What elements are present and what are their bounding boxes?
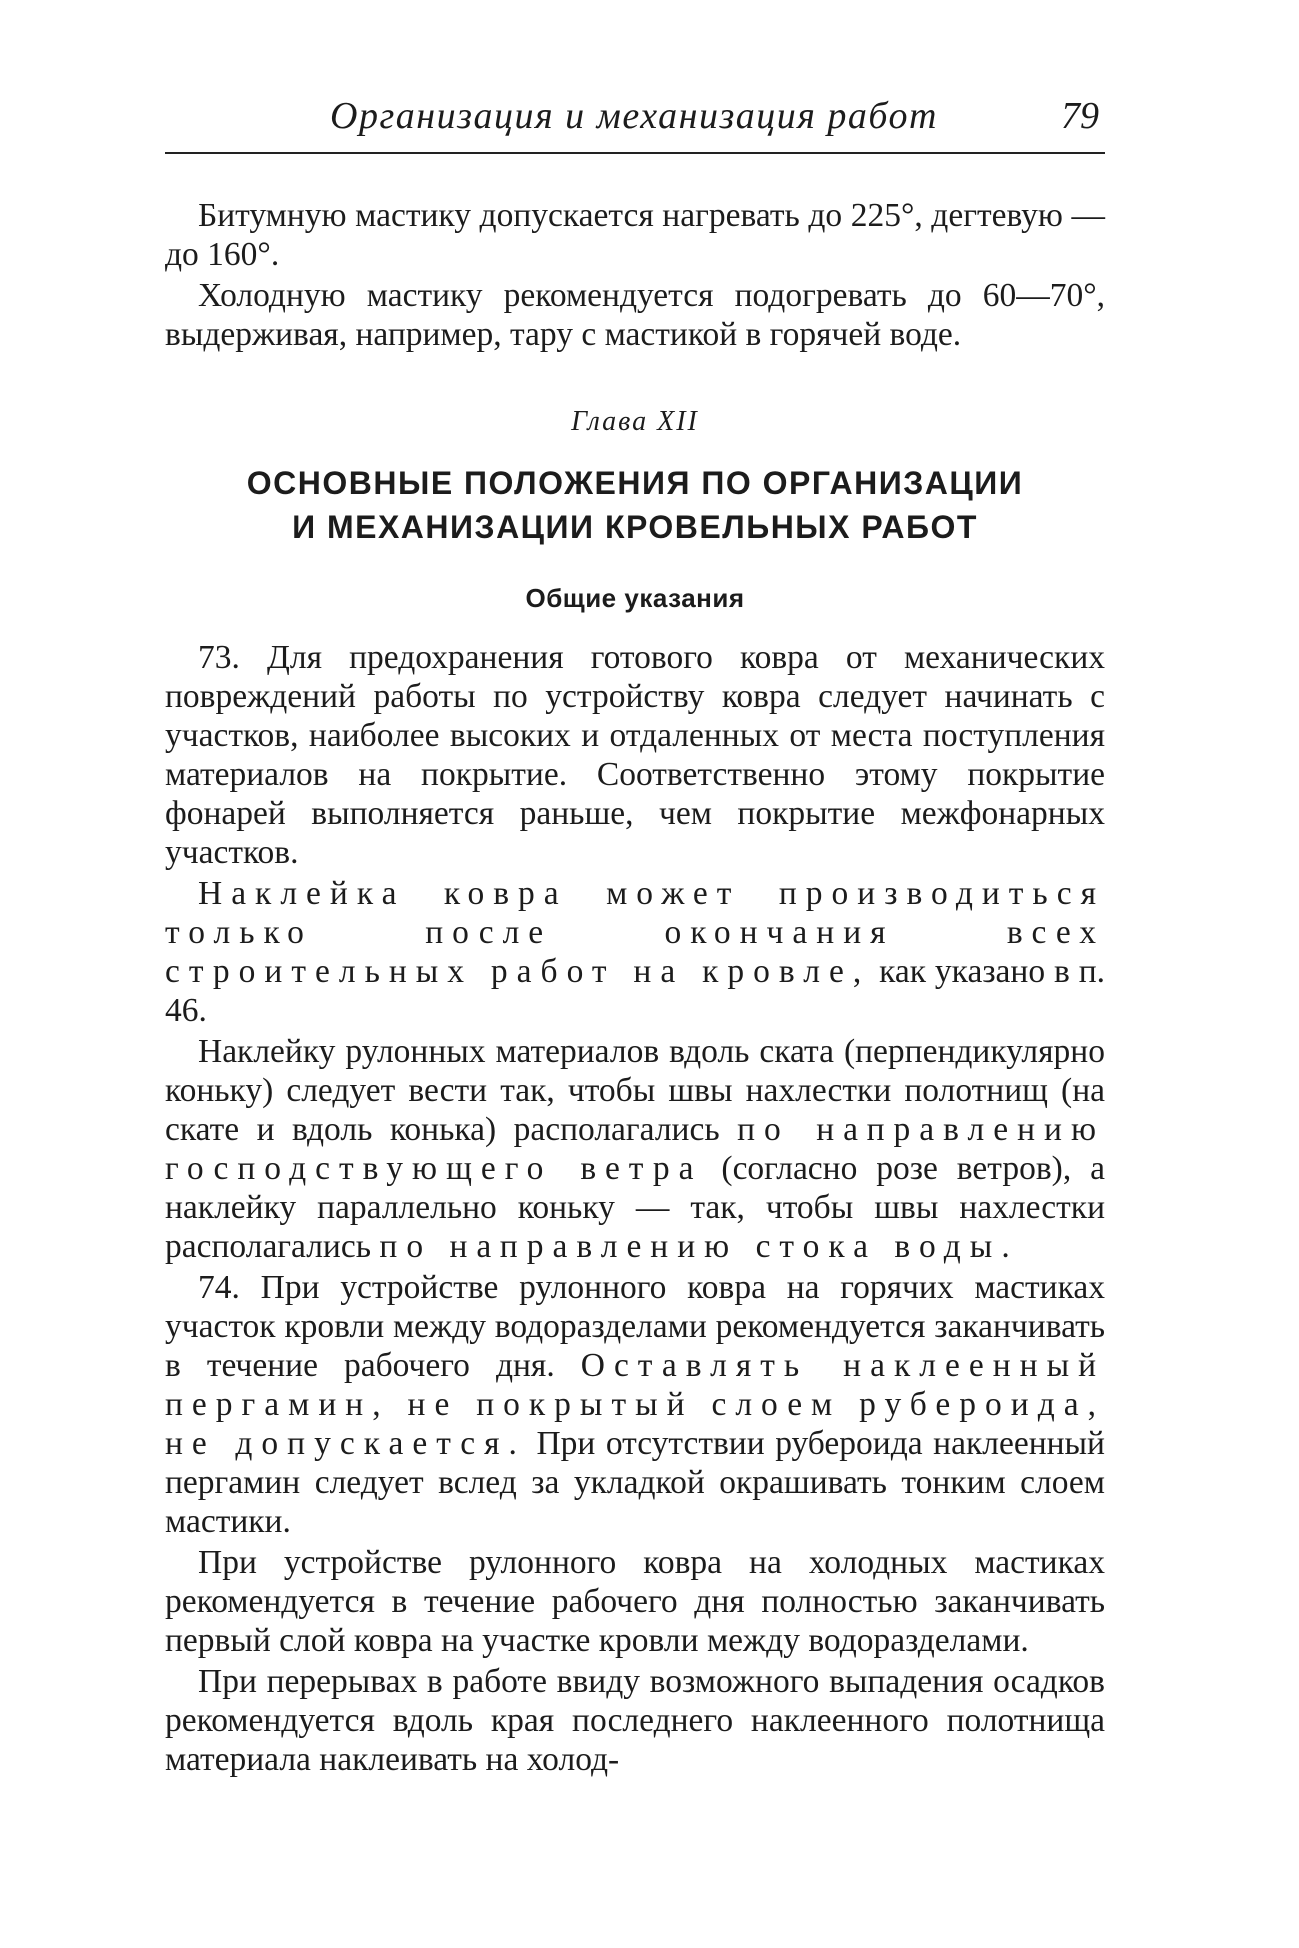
spaced-emphasis-pergamin: Оставлять наклеенный пергамин, не покрытый слоем рубероида, не допускается. <box>165 1347 1106 1462</box>
paragraph-74-text-a: 74. При устройстве рулонного ковра на горячих мастиках участок кровли между водоразделами рекомендуется заканчивать в течение рабочего дня. <box>165 1269 1105 1384</box>
paragraph-73: 73. Для предохранения готового ковра от механических повреждений работы по устройству ковра следует начинать с участков, наиболее высоких и отдаленных от места поступления материалов на покрытие. Соответственно этому покрытие фонарей выполняется раньше, чем покрытие межфонарных участков. <box>165 639 1105 871</box>
chapter-title <box>165 461 1105 549</box>
paragraph-73-direction <box>165 1032 1105 1266</box>
spaced-emphasis-wind: по направлению господствующего ветра <box>165 1111 1105 1187</box>
paragraph-cold-mastic: Холодную мастику рекомендуется подогревать до 60—70°, выдерживая, например, тару с мастикой в горячей воде. <box>165 277 1105 353</box>
section-title: Общие указания <box>525 583 745 613</box>
direction-text-a: Наклейку рулонных материалов вдоль ската (перпендикулярно коньку) следует вести так, чтобы швы нахлестки полотнищ (на скате и вдоль конька) располагались <box>165 1033 1105 1148</box>
paragraph-74 <box>165 1268 1105 1541</box>
spaced-emphasis: Наклейка ковра может производиться только после окончания всех строительных работ на кровле, <box>165 875 1105 990</box>
chapter-title-line-1: ОСНОВНЫЕ ПОЛОЖЕНИЯ ПО ОРГАНИЗАЦИИ <box>246 465 1024 501</box>
book-page <box>165 90 1105 1779</box>
running-header <box>165 90 1105 154</box>
paragraph-74-text-c: При отсутствии рубероида наклеенный пергамин следует вслед за укладкой окрашивать тонким слоем мастики. <box>165 1425 1105 1540</box>
chapter-title-line-2: И МЕХАНИЗАЦИИ КРОВЕЛЬНЫХ РАБОТ <box>292 509 978 545</box>
page-number: 79 <box>1061 95 1099 137</box>
chapter-label: Глава XII <box>571 406 699 437</box>
paragraph-73-gluing-rest: как указано в п. 46. <box>165 953 1105 1029</box>
paragraph-breaks-in-work: При перерывах в работе ввиду возможного выпадения осадков рекомендуется вдоль края последнего наклеенного полотнища материала наклеивать на холод- <box>165 1663 1105 1778</box>
paragraph-bitumen-heating: Битумную мастику допускается нагревать до 225°, дегтевую — до 160°. <box>165 197 1105 273</box>
direction-text-c: (согласно розе ветров), а наклейку параллельно коньку — так, чтобы швы нахлестки располагались <box>165 1150 1105 1265</box>
paragraph-cold-mastic-carpet: При устройстве рулонного ковра на холодных мастиках рекомендуется в течение рабочего дня полностью заканчивать первый слой ковра на участке кровли между водоразделами. <box>165 1544 1105 1659</box>
page-body <box>165 196 1105 1779</box>
running-title: Организация и механизация работ <box>330 95 938 137</box>
paragraph-73-gluing <box>165 874 1105 1030</box>
spaced-emphasis-water: по направлению стока воды. <box>379 1228 1019 1265</box>
